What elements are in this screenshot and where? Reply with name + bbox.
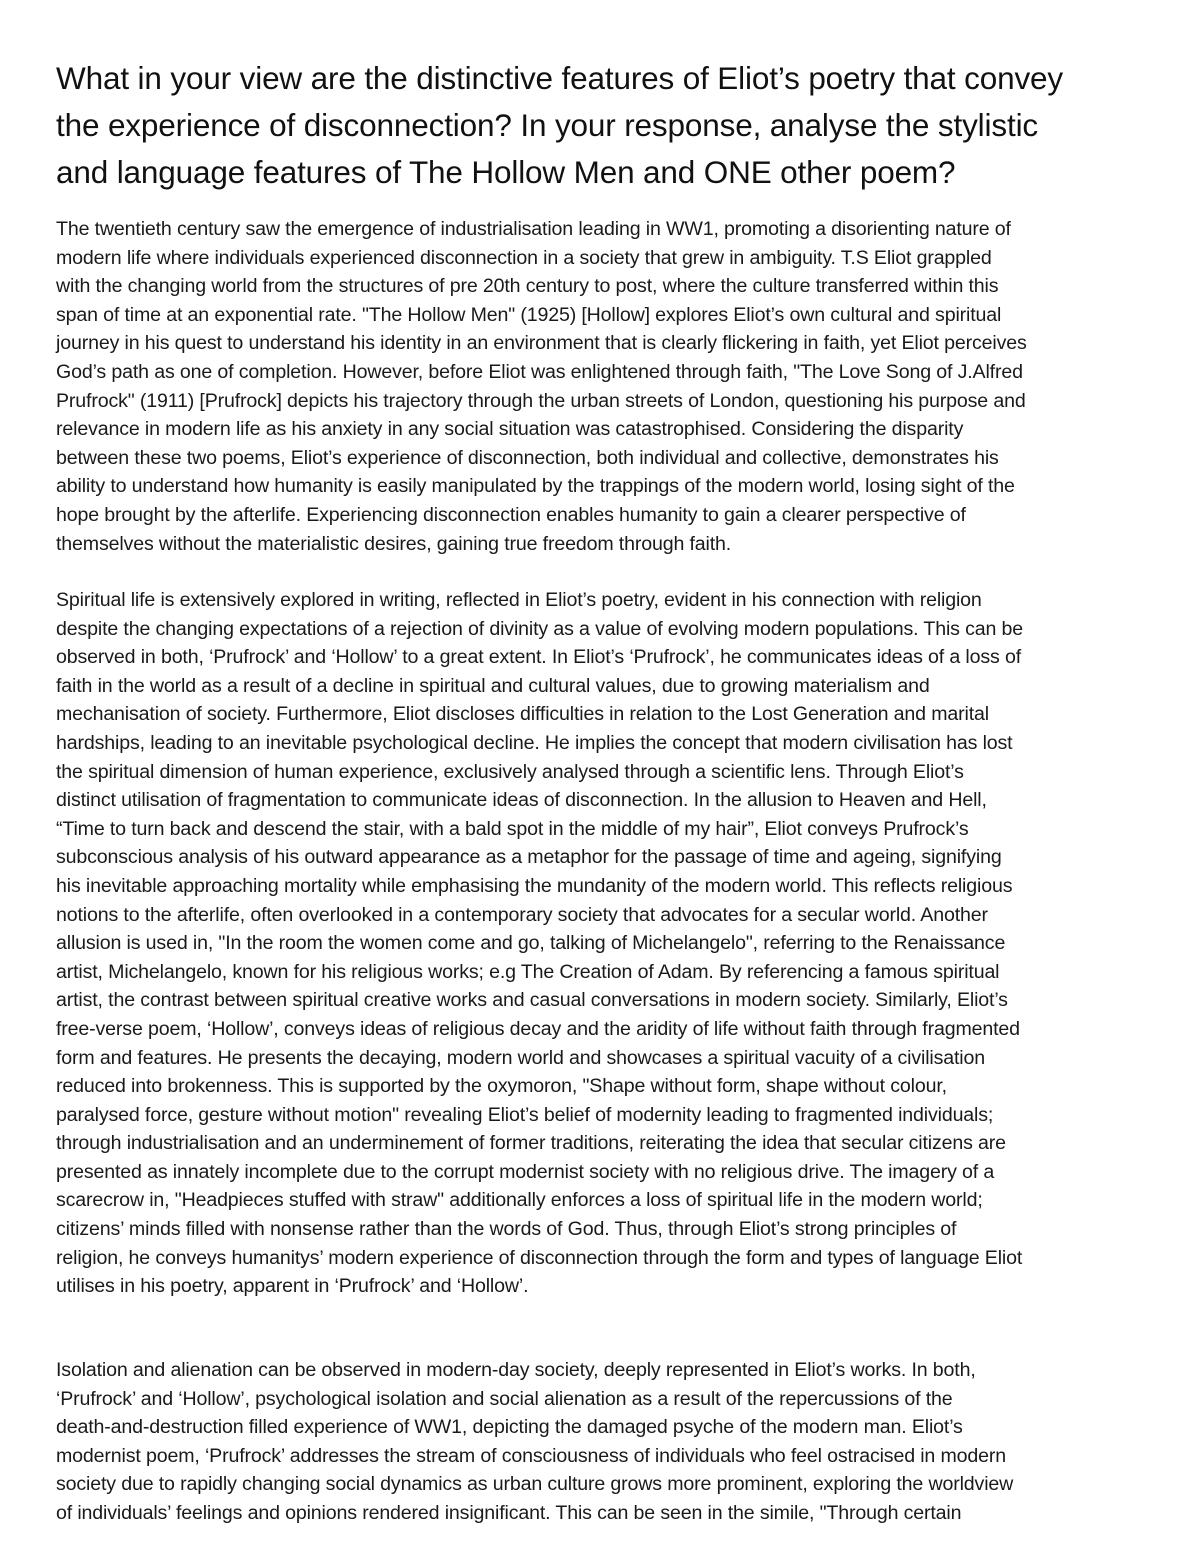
paragraph-line: scarecrow in, "Headpieces stuffed with straw" additionally enforces a loss of spiritual life in the modern world; <box>56 1189 983 1212</box>
paragraph-line: presented as innately incomplete due to the corrupt modernist society with no religious drive. The imagery of a <box>56 1160 995 1183</box>
paragraph-line: Isolation and alienation can be observed in modern-day society, deeply represented in Eliot’s works. In both, <box>56 1359 976 1381</box>
paragraph-isolation-alienation <box>56 1356 1154 1528</box>
title-line: and language features of The Hollow Men and ONE other poem? <box>56 154 956 190</box>
paragraph-line: modernist poem, ‘Prufrock’ addresses the stream of consciousness of individuals who feel ostracised in modern <box>56 1444 1007 1467</box>
paragraph-line: Prufrock" (1911) [Prufrock] depicts his trajectory through the urban streets of London, questioning his purpose and <box>56 389 1026 412</box>
paragraph-line: “Time to turn back and descend the stair, with a bald spot in the middle of my hair”, Eliot conveys Prufrock’s <box>56 817 969 840</box>
title-line: What in your view are the distinctive features of Eliot’s poetry that convey <box>56 60 1064 96</box>
paragraph-line: society due to rapidly changing social dynamics as urban culture grows more prominent, exploring the worldview <box>56 1473 1014 1496</box>
paragraph-line: distinct utilisation of fragmentation to communicate ideas of disconnection. In the allusion to Heaven and Hell, <box>56 789 987 812</box>
paragraph-line: subconscious analysis of his outward appearance as a metaphor for the passage of time and ageing, signifying <box>56 846 1002 869</box>
paragraph-line: hardships, leading to an inevitable psychological decline. He implies the concept that modern civilisation has lost <box>56 731 1013 754</box>
paragraph-line: faith in the world as a result of a decline in spiritual and cultural values, due to growing materialism and <box>56 674 930 697</box>
paragraph-line: citizens’ minds filled with nonsense rather than the words of God. Thus, through Eliot’s strong principles of <box>56 1218 957 1241</box>
paragraph-line: Spiritual life is extensively explored in writing, reflected in Eliot’s poetry, evident in his connection with religion <box>56 589 982 611</box>
paragraph-line: his inevitable approaching mortality while emphasising the mundanity of the modern world. This reflects religious <box>56 874 1013 897</box>
paragraph-line: allusion is used in, "In the room the women come and go, talking of Michelangelo", referring to the Renaissance <box>56 932 1006 955</box>
paragraph-line: with the changing world from the structures of pre 20th century to post, where the culture transferred within this <box>56 275 999 298</box>
paragraph-line: artist, Michelangelo, known for his religious works; e.g The Creation of Adam. By referencing a famous spiritual <box>56 960 1000 983</box>
paragraph-line: mechanisation of society. Furthermore, Eliot discloses difficulties in relation to the Lost Generation and marital <box>56 703 989 726</box>
paragraph-line: religion, he conveys humanitys’ modern experience of disconnection through the form and types of language Eliot <box>56 1246 1023 1269</box>
title-line: the experience of disconnection? In your response, analyse the stylistic <box>56 107 1039 143</box>
paragraph-line: ability to understand how humanity is easily manipulated by the trappings of the modern world, losing sight of the <box>56 475 1015 498</box>
paragraph-line: utilises in his poetry, apparent in ‘Prufrock’ and ‘Hollow’. <box>56 1275 529 1298</box>
paragraph-line: relevance in modern life as his anxiety in any social situation was catastrophised. Considering the disparity <box>56 418 964 441</box>
paragraph-spiritual-life <box>56 586 1154 1301</box>
paragraph-line: through industrialisation and an underminement of former traditions, reiterating the idea that secular citizens are <box>56 1132 1006 1155</box>
paragraph-line: God’s path as one of completion. However, before Eliot was enlightened through faith, "The Love Song of J.Alfred <box>56 360 1023 383</box>
paragraph-line: between these two poems, Eliot’s experience of disconnection, both individual and collective, demonstrates his <box>56 446 999 469</box>
paragraph-introduction <box>56 215 1154 558</box>
paragraph-line: journey in his quest to understand his identity in an environment that is clearly flickering in faith, yet Eliot perceives <box>56 332 1027 355</box>
paragraph-line: the spiritual dimension of human experience, exclusively analysed through a scientific lens. Through Eliot’s <box>56 760 964 783</box>
paragraph-line: despite the changing expectations of a rejection of divinity as a value of evolving modern populations. This can be <box>56 617 1024 640</box>
paragraph-line: observed in both, ‘Prufrock’ and ‘Hollow’ to a great extent. In Eliot’s ‘Prufrock’, he communicates ideas of a loss of <box>56 646 1022 669</box>
paragraph-line: paralysed force, gesture without motion" revealing Eliot’s belief of modernity leading to fragmented individuals; <box>56 1103 994 1126</box>
paragraph-line: death-and-destruction filled experience of WW1, depicting the damaged psyche of the modern man. Eliot’s <box>56 1416 963 1439</box>
essay-question-title <box>56 55 1146 196</box>
paragraph-line: The twentieth century saw the emergence of industrialisation leading in WW1, promoting a disorienting nature of <box>56 218 1011 240</box>
paragraph-line: form and features. He presents the decaying, modern world and showcases a spiritual vacuity of a civilisation <box>56 1046 985 1069</box>
paragraph-line: modern life where individuals experienced disconnection in a society that grew in ambiguity. T.S Eliot grappled <box>56 246 992 269</box>
paragraph-line: ‘Prufrock’ and ‘Hollow’, psychological isolation and social alienation as a result of the repercussions of the <box>56 1387 953 1410</box>
paragraph-line: reduced into brokenness. This is supported by the oxymoron, "Shape without form, shape without colour, <box>56 1075 947 1098</box>
paragraph-line: notions to the afterlife, often overlooked in a contemporary society that advocates for a secular world. Another <box>56 903 988 926</box>
paragraph-line: of individuals’ feelings and opinions rendered insignificant. This can be seen in the simile, "Through certain <box>56 1501 962 1524</box>
paragraph-line: span of time at an exponential rate. "The Hollow Men" (1925) [Hollow] explores Eliot’s own cultural and spiritual <box>56 303 1002 326</box>
paragraph-line: themselves without the materialistic desires, gaining true freedom through faith. <box>56 532 732 555</box>
paragraph-line: artist, the contrast between spiritual creative works and casual conversations in modern society. Similarly, Eliot’s <box>56 989 1008 1012</box>
paragraph-line: free-verse poem, ‘Hollow’, conveys ideas of religious decay and the aridity of life without faith through fragmented <box>56 1017 1020 1040</box>
paragraph-line: hope brought by the afterlife. Experiencing disconnection enables humanity to gain a clearer perspective of <box>56 503 966 526</box>
